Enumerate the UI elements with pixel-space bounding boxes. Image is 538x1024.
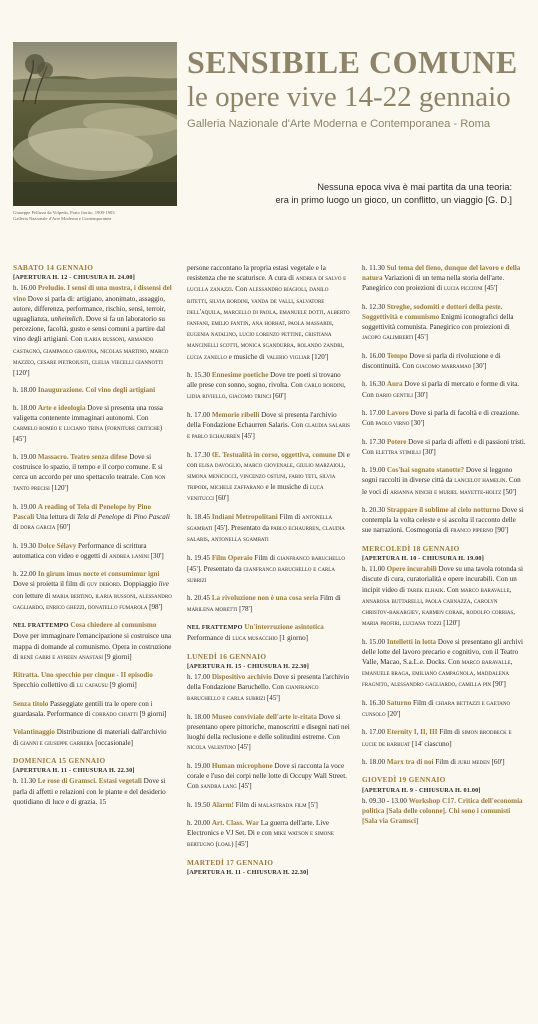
participant-names: jacopo galimberti xyxy=(362,334,414,342)
event-title: Alarm! xyxy=(211,800,234,809)
participant-names: andrea di salvo e lucilla zanazzi xyxy=(187,275,347,294)
event-title: Cos'hai sognato stanotte? xyxy=(386,466,465,475)
event-entry: h. 17.00 Memorie ribelli Dove si presenta l'archivio della Fondazione Echaurren Salaris. Con claudia salaris e pablo echaurren [45'] xyxy=(187,410,350,441)
participant-names: mike watson e simone bertugno (loal) xyxy=(187,830,334,849)
painting-image xyxy=(13,42,177,206)
participant-names: marco baravalle, annarosa buttarelli, paola carnazza, carolyn christov-bakargiev, karmen corak, rodolfo corrias, maria profiri, luciana tozzi xyxy=(362,586,515,628)
event-entry: h. 18.00 Marx tra di noi Film di jurij meden [60'] xyxy=(362,757,505,766)
participant-names: carmelo romeo e luciano trina (forniture critiche) xyxy=(13,425,163,433)
program-columns xyxy=(0,263,538,1024)
event-title: Arte e ideologia xyxy=(37,403,86,412)
event-entry: h. 19.00 Cos'hai sognato stanotte? Dove si leggono sogni raccolti in diverse città da lancelot hamelin. Con le voci di arianna ninchi e muriel mayette-holtz [50'] xyxy=(362,466,521,496)
event-title: Ritratta. Uno specchio per cinque - II episodio xyxy=(13,671,153,680)
participant-names: antonella sgambati xyxy=(187,513,333,533)
participant-names: jurij meden xyxy=(457,758,490,766)
event-entry: NEL FRATTEMPO Un'interruzione asintotica Performance di luca musacchio [1 giorno] xyxy=(187,623,324,643)
event-entry: h. 16.00 Tempo Dove si parla di rivoluzione e di discontinuità. Con giacomo marramao [30'] xyxy=(362,351,501,370)
event-title: Dolce Sélavy xyxy=(37,541,77,550)
participant-names: elettra stimilli xyxy=(375,448,421,456)
participant-names: giacomo marramao xyxy=(415,363,472,370)
page-title: SENSIBILE COMUNE xyxy=(187,44,518,80)
event-title: Sul tema del fieno, dunque del lavoro e della natura xyxy=(362,264,521,283)
program-column-3 xyxy=(362,263,526,834)
event-title: Memorie ribelli xyxy=(211,410,260,419)
event-entry: h. 17.30 Œ. Testualità in corso, oggettiva, comune Di e con elisa davoglio, marco giovenale, giulio marzaioli, simona menicocci, vincenzo ostuni, fabio teti, silvia tripodi, michele zaffarano e le musiche di luca venitucci [60'] xyxy=(187,450,350,503)
event-title: Tempo xyxy=(386,351,408,360)
participant-names: pablo echaurren, claudia salaris, antonella sgambati xyxy=(187,525,345,544)
event-title: Cosa chiedere al comunismo xyxy=(70,621,157,630)
participant-names: franco piperno xyxy=(450,527,494,535)
event-title: Aura xyxy=(386,380,403,389)
event-title: Workshop C17. Critica dell'economia politica [Sala delle colonne]. Chi sono i comunisti [Sala via Gramsci] xyxy=(362,796,523,826)
event-entry: Volantinaggio Distribuzione di materiali dall'archivio di gianni e giuseppe garrera [occasionale] xyxy=(13,728,167,747)
day-heading: SABATO 14 GENNAIO xyxy=(13,263,94,272)
participant-names: gianfranco baruchello e carla subrizi xyxy=(187,565,335,585)
participant-names: nicola valentino xyxy=(187,744,236,752)
day-heading: LUNEDÌ 16 GENNAIO xyxy=(187,651,267,661)
event-title: La rivoluzione non è una cosa seria xyxy=(211,594,319,603)
participant-names: andrea lanini xyxy=(109,552,149,560)
participant-names: marilena moretti xyxy=(187,605,238,613)
event-title: Volantinaggio xyxy=(13,728,55,737)
event-entry: h. 18.45 Indiani Metropolitani Film di antonella sgambati [45']. Presentato da pablo echaurren, claudia salaris, antonella sgambati xyxy=(187,512,345,544)
event-entry: h. 19.45 Film Operaio Film di gianfranco baruchello [45']. Presentato da gianfranco baruchello e carla subrizi xyxy=(187,553,345,585)
event-entry: h. 15.30 Ennesime poetiche Dove tre poeti si trovano alle prese con sonno, sogno, rivolta. Con carlo bordini, lidia riviello, giacomo trinci [60'] xyxy=(187,371,346,401)
participant-names: ilaria bussoni, armando castagno, giampaolo gravina, nicolas martino, marco mazzeo, cesare pietroiusti, clelia viecelli giannotti xyxy=(13,336,169,366)
event-title: Dispositivo archivio xyxy=(211,673,272,681)
opening-hours: NEL FRATTEMPO xyxy=(13,622,69,630)
participant-names: luca musacchio xyxy=(232,635,278,643)
meadow-painting-icon xyxy=(13,42,177,206)
event-entry: h. 20.45 La rivoluzione non è una cosa seria Film di marilena moretti [78'] xyxy=(187,594,341,613)
painting-caption xyxy=(13,210,183,222)
event-entry: h. 16.00 Preludio. I sensi di una mostra, i dissensi del vino Dove si parla di: artigiano, anonimato, assaggio, autore, differenza, performance, rischio, sensi, terroir, uguaglianza, unheimlich. Dove si fa un laboratorio su percezione, facoltà, gusto e sensi comuni a partire dal vino degli artigiani. Con ilaria bussoni, armando castagno, giampaolo gravina, nicolas martino, marco mazzeo, cesare pietroiusti, clelia viecelli giannotti [120'] xyxy=(13,284,172,378)
event-entry: h. 17.00 Dispositivo archivio Dove si presenta l'archivio della Fondazione Baruchello. Con gianfranco baruchello e carla subrizi [45'] xyxy=(187,673,350,703)
event-entry: Ritratta. Uno specchio per cinque - II episodio Specchio collettivo di lu cafausu [9 giorni] xyxy=(13,671,153,690)
event-title: Marx tra di noi xyxy=(386,757,434,766)
participant-names: sandra lang xyxy=(200,783,237,791)
caption-line: Giuseppe Pellizza da Volpedo, Prato fiorito, 1900-1903 xyxy=(13,210,115,215)
event-title: Indiani Metropolitani xyxy=(211,512,278,521)
participant-names: gianni e giuseppe garrera xyxy=(20,739,94,747)
day-heading: DOMENICA 15 GENNAIO xyxy=(13,755,106,765)
participant-names: luca venitucci xyxy=(187,484,324,503)
event-title: Streghe, sodomiti e dottori della peste. Soggettività e comunismo xyxy=(362,302,503,321)
event-entry: h. 19.00 A reading of Tela di Penelope by Pino Pascali Una lettura di Tela di Penelope di Pino Pascali di dora garcia [60'] xyxy=(13,502,170,532)
event-entry: persone raccontano la propria estasi vegetale e la resistenza che ne scaturisce. A cura di andrea di salvo e lucilla zanazzi. Con alessandro biagioli, danilo bitetti, silvia bordini, vanda de valli, salvatore dell'aquila, marcello di paola, emanuele dotti, alberto fanfani, emilio fantin, ana horhat, paola massardi, eugenia natalino, lucio lorenzo pettine, cristiana mancinelli scotti, monica sgandurra, rolando zandri, lucia zanello e musiche di valerio vigliar [120'] xyxy=(187,264,350,361)
quote-line: Nessuna epoca viva è mai partita da una teoria: xyxy=(317,182,512,192)
event-title: Strappare il sublime al cielo notturno xyxy=(386,505,501,514)
event-entry: Senza titolo Passeggiate gentili tra le opere con i guardasala. Performance di corrado chiatti [9 giorni] xyxy=(13,699,167,718)
event-title: Massacro. Teatro senza difese xyxy=(37,452,128,461)
participant-names: tarek elhaik xyxy=(406,586,444,594)
opening-hours: [APERTURA H. 10 - CHIUSURA H. 19.00] xyxy=(362,554,484,562)
event-entry: h. 18.00 Arte e ideologia Dove si presenta una rossa valigetta contenente immaginari autonomi. Con carmelo romeo e luciano trina (forniture critiche) [45'] xyxy=(13,403,163,444)
page-subtitle: le opere vive 14-22 gennaio xyxy=(187,81,511,113)
event-title: Lavoro xyxy=(386,408,409,417)
event-entry: h. 11.00 Opere incurabili Dove su una tavola rotonda si discute di cura, curatorialità e opere incurabili. Con un incipit video di tarek elhaik. Con marco baravalle, annarosa buttarelli, paola carnazza, carolyn christov-bakargiev, karmen corak, rodolfo corrias, maria profiri, luciana tozzi [120'] xyxy=(362,565,523,628)
opening-hours: [APERTURA H. 12 - CHIUSURA H. 24.00] xyxy=(13,274,135,282)
event-entry: h. 16.30 Saturno Film di chiara bettazzi e gaetano cunsolo [20'] xyxy=(362,698,511,718)
participant-names: carlo bordini, lidia riviello, giacomo trinci xyxy=(187,382,346,401)
event-title: Preludio. I sensi di una mostra, i dissensi del vino xyxy=(13,284,172,303)
event-entry: h. 11.30 Sul tema del fieno, dunque del lavoro e della natura Variazioni di un tema nella storia dell'arte. Panegirico con proiezioni di lucia piccioni [45'] xyxy=(362,264,521,293)
participant-names: alessandro biagioli, danilo bitetti, silvia bordini, vanda de valli, salvatore dell'aquila, marcello di paola, emanuele dotti, alberto fanfani, emilio fantin, ana horhat, paola massardi, eugenia natalino, lucio lorenzo pettine, cristiana mancinelli scotti, monica sgandurra, rolando zandri, lucia zanello xyxy=(187,286,350,361)
participant-names: dora garcia xyxy=(20,524,56,532)
participant-names: guy debord xyxy=(86,581,120,589)
event-title: Museo conviviale dell'arte ir-ritata xyxy=(211,712,317,721)
event-title: Intelletti in lotta xyxy=(386,637,437,646)
day-heading: GIOVEDÌ 19 GENNAIO xyxy=(362,775,446,785)
venue-line: Galleria Nazionale d'Arte Moderna e Contemporanea - Roma xyxy=(187,118,491,130)
quote-line: era in primo luogo un gioco, un conflitto, un viaggio [G. D.] xyxy=(275,195,512,205)
event-entry: h. 09.30 - 13.00 Workshop C17. Critica dell'economia politica [Sala delle colonne]. Chi sono i comunisti [Sala via Gramsci] xyxy=(362,796,523,826)
event-entry: h. 15.00 Intelletti in lotta Dove si presentano gli archivi delle lotte del lavoro precario e cognitivo, con il Teatro Valle, Macao, S.a.L.e. Docks. Con marco baravalle, emanuele braga, emiliano campagnola, maddalena fragnito, alessandro gagliardo, camilla pin [90'] xyxy=(362,637,523,689)
event-entry: h. 20.30 Strappare il sublime al cielo notturno Dove si contempla la volta celeste e si ascolta il racconto delle sue narrazioni. Cosmogonia di franco piperno [90'] xyxy=(362,505,524,535)
event-title: In girum imus nocte et consumimur igni xyxy=(37,570,160,579)
participant-names: chiara bettazzi e gaetano cunsolo xyxy=(362,699,511,718)
event-entry: h. 17.30 Potere Dove si parla di affetti e di passioni tristi. Con elettra stimilli [30'] xyxy=(362,437,526,456)
participant-names: gianfranco baruchello xyxy=(276,554,345,562)
day-heading: MERCOLEDÌ 18 GENNAIO xyxy=(362,543,460,553)
opening-hours: [APERTURA H. 15 - CHIUSURA H. 22.30] xyxy=(187,662,309,670)
event-entry: h. 19.50 Alarm! Film di malastrada film [5'] xyxy=(187,800,318,809)
participant-names: non tanto precisi xyxy=(13,474,166,493)
event-title: Ennesime poetiche xyxy=(211,371,269,380)
event-title: Un'interruzione asintotica xyxy=(244,623,324,631)
program-column-2 xyxy=(187,263,350,878)
participant-names: lucia piccioni xyxy=(443,285,483,293)
event-entry: h. 11.30 Le rose di Gramsci. Estasi vegetali Dove si parla di affetti e relazioni con le piante e del desiderio quotidiano di luce e di grazia. 15 xyxy=(13,777,166,806)
opening-hours: [APERTURA H. 11 - CHIUSURA H. 22.30] xyxy=(187,868,309,876)
event-entry: h. 17.00 Lavoro Dove si parla di facoltà e di creazione. Con paolo virno [30'] xyxy=(362,408,520,428)
participant-names: maria bertino, ilaria bussoni, alessandro gagliardo, enrico ghezzi, donatello fumarola xyxy=(13,592,172,611)
event-entry: h. 19.00 Human microphone Dove si racconta la voce corale e l'uso dei corpi nelle lotte di Occupy Wall Street. Con sandra lang [45'] xyxy=(187,761,347,791)
participant-names: corrado chiatti xyxy=(92,711,138,718)
event-entry: NEL FRATTEMPO Cosa chiedere al comunismo Dove per immaginare l'emancipazione si costruisce una mappa di domande al comunismo. Opera in costruzione di rené gabri e ayreen anastasi [9 giorni] xyxy=(13,621,172,661)
participant-names: elisa davoglio, marco giovenale, giulio marzaioli, simona menicocci, vincenzo ostuni, fabio teti, silvia tripodi, michele zaffarano xyxy=(187,461,346,492)
epigraph-quote xyxy=(182,181,512,207)
event-entry: h. 18.00 Inaugurazione. Col vino degli artigiani xyxy=(13,386,156,395)
participant-names: lu cafausu xyxy=(76,682,108,690)
caption-line: Galleria Nazionale d'Arte Moderna e Contemporanea xyxy=(13,216,112,221)
opening-hours: NEL FRATTEMPO xyxy=(187,624,243,631)
participant-names: simon brodbeck e lucie de barbuat xyxy=(362,729,512,748)
event-title: Le rose di Gramsci. Estasi vegetali xyxy=(37,777,142,786)
event-title: A reading of Tela di Penelope by Pino Pascali xyxy=(13,502,152,522)
participant-names: rené gabri e ayreen anastasi xyxy=(20,653,103,661)
event-entry: h. 16.30 Aura Dove si parla di mercato e forme di vita. Con dario gentili [30'] xyxy=(362,380,520,399)
event-entry: h. 19.00 Massacro. Teatro senza difese Dove si costruisce lo spazio, il tempo e il corpo comune. E si cerca un accordo per uno spettacolo teatrale. Con non tanto precisi [120'] xyxy=(13,452,166,493)
event-title: Human microphone xyxy=(211,761,273,770)
event-entry: h. 18.00 Museo conviviale dell'arte ir-ritata Dove si presentano opere pittoriche, manoscritti e disegni nati nei luoghi della reclusione e delle solitudini estreme. Con nicola valentino [45'] xyxy=(187,712,350,752)
event-title: Art. Class. War xyxy=(211,818,259,827)
participant-names: gianfranco baruchello e carla subrizi xyxy=(187,684,319,703)
participant-names: dario gentili xyxy=(375,391,413,399)
opening-hours: [APERTURA H. 11 - CHIUSURA H. 22.30] xyxy=(13,767,135,775)
participant-names: malastrada film xyxy=(258,801,307,809)
participant-names: paolo virno xyxy=(375,420,410,428)
event-title: Potere xyxy=(386,437,407,446)
day-heading: MARTEDÌ 17 GENNAIO xyxy=(187,857,274,867)
event-entry: h. 12.30 Streghe, sodomiti e dottori della peste. Soggettività e comunismo Enigmi iconografici della soggettività comunista. Panegirico con proiezioni di jacopo galimberti [45'] xyxy=(362,302,514,342)
header xyxy=(0,0,538,250)
event-entry: h. 22.00 In girum imus nocte et consumimur igni Dove si proietta il film di guy debord. Doppiaggio live con letture di maria bertino, ilaria bussoni, alessandro gagliardo, enrico ghezzi, donatello fumarola [98'] xyxy=(13,570,172,611)
event-title: Saturno xyxy=(386,698,412,707)
event-title: Opere incurabili xyxy=(386,565,437,574)
event-entry: h. 17.00 Eternity I, II, III Film di simon brodbeck e lucie de barbuat [14' ciascuno] xyxy=(362,728,512,748)
participant-names: claudia salaris e pablo echaurren xyxy=(187,422,350,441)
participant-names: arianna ninchi e muriel mayette-holtz xyxy=(390,488,502,496)
event-title: Film Operaio xyxy=(211,553,253,562)
event-title: Inaugurazione. Col vino degli artigiani xyxy=(37,386,156,395)
event-title: Eternity I, II, III xyxy=(386,728,438,737)
participant-names: valerio vigliar xyxy=(266,353,310,361)
event-entry: h. 19.30 Dolce Sélavy Performance di scrittura automatica con video e oggetti di andrea lanini [30'] xyxy=(13,541,164,560)
opening-hours: [APERTURA H. 9 - CHIUSURA H. 01.00] xyxy=(362,786,481,794)
event-title: Œ. Testualità in corso, oggettiva, comune xyxy=(211,450,336,459)
participant-names: lancelot hamelin xyxy=(454,477,506,485)
event-entry: h. 20.00 Art. Class. War La guerra dell'arte. Live Electronics e VJ Set. Di e con mike watson e simone bertugno (loal) [45'] xyxy=(187,818,334,849)
program-column-1 xyxy=(13,263,173,814)
participant-names: marco baravalle, emanuele braga, emiliano campagnola, maddalena fragnito, alessandro gagliardo, camilla pin xyxy=(362,658,513,689)
event-title: Senza titolo xyxy=(13,699,49,708)
